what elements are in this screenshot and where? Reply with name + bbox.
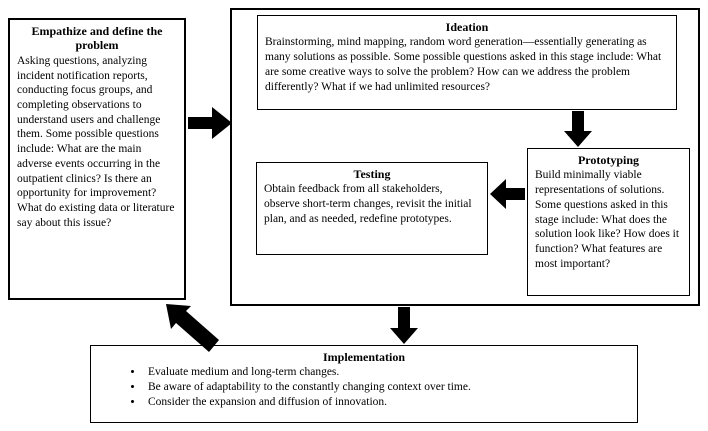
ideation-title: Ideation bbox=[445, 20, 489, 34]
ideation-body: Brainstorming, mind mapping, random word generation—essentially generating as many solutions as possible. Some possible questions asked in this stage include: What are some creative ways to solve the problem? How can we address the problem differently? What if we had unlimited resources? bbox=[265, 36, 662, 93]
prototyping-body: Build minimally viable representations of solutions. Some questions asked in this stage include: What does the solution look like? How does it function? What features are most important? bbox=[535, 169, 680, 270]
empathize-box bbox=[8, 18, 186, 300]
arrow-empathize-to-ideation-icon bbox=[188, 107, 232, 139]
ideation-box bbox=[257, 15, 677, 110]
testing-box bbox=[256, 162, 488, 255]
arrow-to-implementation-icon bbox=[390, 307, 418, 344]
implementation-bullet: • Be aware of adaptability to the constantly changing context over time. bbox=[144, 380, 630, 395]
empathize-body: Asking questions, analyzing incident notification reports, conducting focus groups, and completing observations to understand users and challenge them. Some possible questions include: What are the main adverse events occurring in the outpatient clinics? Is there an opportunity for improvement? What do existing data or literature say about this issue? bbox=[17, 54, 175, 229]
implementation-bullet: • Consider the expansion and diffusion of innovation. bbox=[144, 395, 630, 410]
implementation-bullet-list bbox=[98, 365, 630, 410]
implementation-title: Implementation bbox=[323, 350, 405, 364]
testing-title: Testing bbox=[353, 167, 391, 181]
prototyping-title: Prototyping bbox=[577, 153, 640, 167]
implementation-bullet: • Evaluate medium and long-term changes. bbox=[144, 365, 630, 380]
testing-body: Obtain feedback from all stakeholders, observe short-term changes, revisit the initial plan, and as needed, redefine prototypes. bbox=[264, 183, 472, 225]
prototyping-box bbox=[527, 148, 690, 296]
empathize-title: Empathize and define the problem bbox=[31, 24, 163, 53]
implementation-box bbox=[90, 345, 638, 423]
